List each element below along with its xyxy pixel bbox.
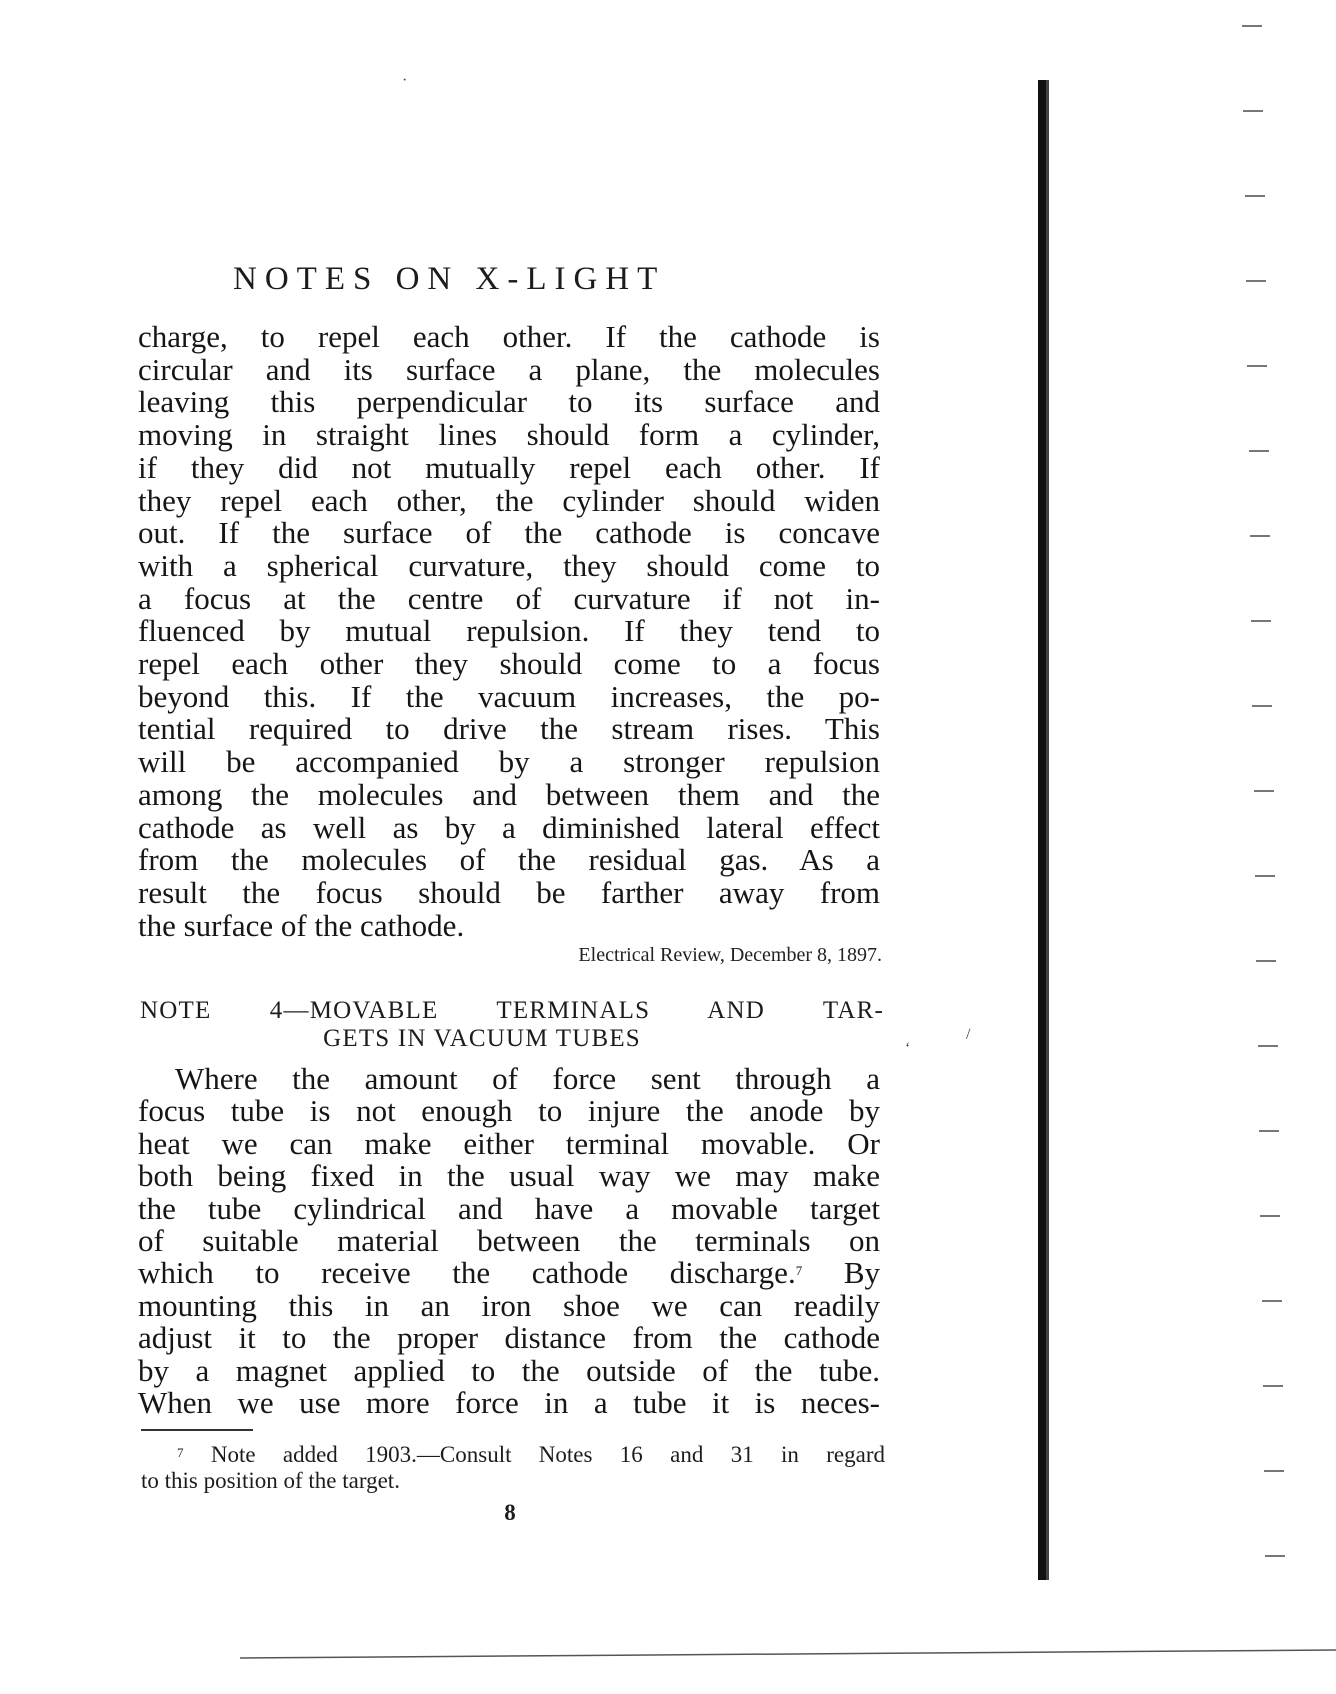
paragraph-1-line: a focus at the centre of curvature if not in- bbox=[138, 580, 880, 616]
paragraph-2-line: focus tube is not enough to injure the anode by bbox=[138, 1093, 880, 1129]
page-number: 8 bbox=[504, 1500, 516, 1525]
paragraph-1-line: they repel each other, the cylinder should widen bbox=[138, 482, 880, 518]
note-heading-line-1: NOTE 4—MOVABLE TERMINALS AND TAR- bbox=[140, 997, 884, 1024]
margin-dash bbox=[1256, 960, 1276, 962]
paragraph-1-line: repel each other they should come to a focus bbox=[138, 646, 880, 681]
footnote-text: Note added 1903.—Consult Notes 16 and 31 in regard bbox=[210, 1442, 885, 1467]
paragraph-1-line: if they did not mutually repel each other. If bbox=[138, 449, 880, 485]
line-text: which to receive the cathode discharge. bbox=[138, 1255, 796, 1291]
paragraph-2-line: heat we can make either terminal movable. Or bbox=[138, 1125, 880, 1161]
margin-dash bbox=[1242, 25, 1262, 27]
margin-dash bbox=[1255, 875, 1275, 877]
margin-dash bbox=[1262, 1300, 1282, 1302]
speck: ‘ bbox=[905, 1040, 911, 1057]
binding-shadow bbox=[960, 70, 1070, 1610]
margin-dash bbox=[1264, 1470, 1284, 1472]
margin-dash bbox=[1243, 110, 1263, 112]
bottom-page-edge bbox=[240, 1648, 1336, 1660]
paragraph-2-line bbox=[138, 1256, 880, 1289]
paragraph-2-line: Where the amount of force sent through a bbox=[175, 1061, 880, 1096]
margin-dash bbox=[1252, 705, 1272, 707]
margin-dash bbox=[1250, 535, 1270, 537]
margin-dash bbox=[1249, 450, 1269, 452]
margin-dash bbox=[1259, 1130, 1279, 1132]
paragraph-1-line: beyond this. If the vacuum increases, the po- bbox=[138, 678, 880, 714]
margin-dash bbox=[1247, 365, 1267, 367]
paragraph-1-line: with a spherical curvature, they should come to bbox=[138, 547, 880, 583]
margin-dash bbox=[1251, 620, 1271, 622]
paragraph-1-line: will be accompanied by a stronger repulsion bbox=[138, 744, 880, 780]
note-heading-line-2: GETS IN VACUUM TUBES bbox=[323, 1025, 641, 1052]
margin-dash bbox=[1258, 1045, 1278, 1047]
paragraph-1-line: charge, to repel each other. If the cathode is bbox=[138, 319, 880, 354]
paragraph-2-line: both being fixed in the usual way we may make bbox=[138, 1158, 880, 1194]
paragraph-1-line: out. If the surface of the cathode is concave bbox=[138, 515, 880, 551]
margin-dash bbox=[1254, 790, 1274, 792]
paragraph-1-line: leaving this perpendicular to its surface and bbox=[138, 384, 880, 420]
paragraph-1-line: result the focus should be farther away from bbox=[138, 874, 880, 910]
footnote-mark: 7 bbox=[177, 1445, 184, 1460]
speck: · bbox=[402, 72, 408, 89]
paragraph-2-line: the tube cylindrical and have a movable target bbox=[138, 1190, 880, 1226]
footnote-reference: 7 bbox=[795, 1263, 803, 1279]
margin-dash bbox=[1245, 195, 1265, 197]
paragraph-1-line: moving in straight lines should form a cylinder, bbox=[138, 417, 880, 453]
paragraph-1-line: the surface of the cathode. bbox=[138, 907, 465, 943]
footnote-line-2: to this position of the target. bbox=[141, 1468, 400, 1493]
margin-dash bbox=[1260, 1215, 1280, 1217]
paragraph-2-line: by a magnet applied to the outside of the tube. bbox=[138, 1352, 880, 1388]
paragraph-2-line: mounting this in an iron shoe we can readily bbox=[138, 1287, 880, 1323]
paragraph-1-line: from the molecules of the residual gas. As a bbox=[138, 842, 880, 878]
citation: Electrical Review, December 8, 1897. bbox=[578, 944, 882, 966]
paragraph-2-line: of suitable material between the terminals on bbox=[138, 1223, 880, 1258]
paragraph-1-line: cathode as well as by a diminished lateral effect bbox=[138, 809, 880, 845]
footnote-line-1 bbox=[141, 1442, 885, 1468]
margin-dash bbox=[1246, 280, 1266, 282]
paragraph-1-line: tential required to drive the stream rises. This bbox=[138, 711, 880, 747]
paragraph-2-line: When we use more force in a tube it is neces- bbox=[138, 1385, 880, 1420]
paragraph-1-line: fluenced by mutual repulsion. If they tend to bbox=[138, 613, 880, 649]
paragraph-1-line: among the molecules and between them and the bbox=[138, 776, 880, 812]
line-text: By bbox=[802, 1255, 881, 1291]
running-head: NOTES ON X-LIGHT bbox=[233, 261, 666, 297]
speck: / bbox=[966, 1026, 971, 1043]
margin-dash bbox=[1265, 1555, 1285, 1557]
paragraph-1-line: circular and its surface a plane, the molecules bbox=[138, 351, 880, 387]
paragraph-2-line: adjust it to the proper distance from the cathode bbox=[138, 1320, 880, 1356]
margin-dash bbox=[1263, 1385, 1283, 1387]
footnote-rule bbox=[141, 1429, 253, 1431]
